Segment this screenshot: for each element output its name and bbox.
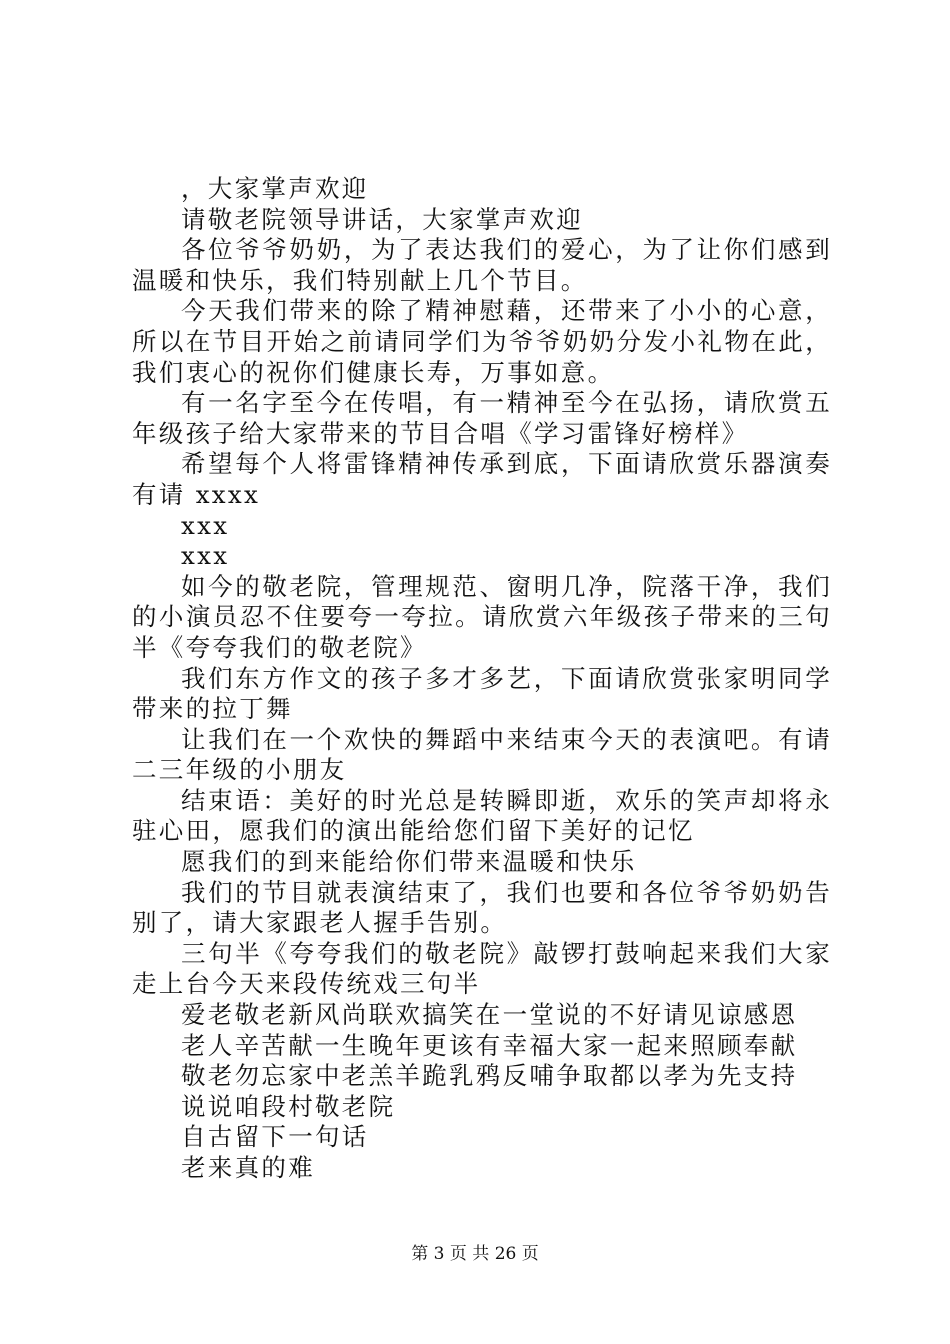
document-body bbox=[132, 174, 832, 1184]
page-number-footer: 第 3 页 共 26 页 bbox=[411, 1244, 539, 1264]
paragraph: 我们东方作文的孩子多才多艺，下面请欣赏张家明同学带来的拉丁舞 bbox=[132, 663, 832, 724]
paragraph: 我们的节目就表演结束了，我们也要和各位爷爷奶奶告别了，请大家跟老人握手告别。 bbox=[132, 877, 832, 938]
paragraph: xxx bbox=[181, 541, 230, 571]
paragraph: 老人辛苦献一生晚年更该有幸福大家一起来照顾奉献 bbox=[181, 1030, 798, 1060]
paragraph: xxx bbox=[181, 510, 230, 540]
paragraph: 爱老敬老新风尚联欢搞笑在一堂说的不好请见谅感恩 bbox=[181, 1000, 798, 1030]
paragraph: 各位爷爷奶奶，为了表达我们的爱心，为了让你们感到温暖和快乐，我们特别献上几个节目。 bbox=[132, 235, 832, 295]
paragraph: 老来真的难 bbox=[181, 1153, 315, 1182]
paragraph: 说说咱段村敬老院 bbox=[181, 1091, 396, 1121]
paragraph: 如今的敬老院，管理规范、窗明几净，院落干净，我们的小演员忍不住要夸一夸拉。请欣赏六年级孩子带来的三句半《夸夸我们的敬老院》 bbox=[132, 571, 832, 662]
paragraph: ，大家掌声欢迎 bbox=[181, 174, 369, 203]
paragraph: 请敬老院领导讲话，大家掌声欢迎 bbox=[181, 204, 583, 234]
paragraph: 敬老勿忘家中老羔羊跪乳鸦反哺争取都以孝为先支持 bbox=[181, 1061, 798, 1091]
paragraph: 愿我们的到来能给你们带来温暖和快乐 bbox=[181, 847, 637, 877]
paragraph: 三句半《夸夸我们的敬老院》敲锣打鼓响起来我们大家走上台今天来段传统戏三句半 bbox=[132, 938, 832, 999]
paragraph: 有一名字至今在传唱，有一精神至今在弘扬，请欣赏五年级孩子给大家带来的节目合唱《学习雷锋好榜样》 bbox=[132, 388, 832, 448]
paragraph: 今天我们带来的除了精神慰藉，还带来了小小的心意，所以在节目开始之前请同学们为爷爷奶奶分发小礼物在此，我们衷心的祝你们健康长寿，万事如意。 bbox=[132, 296, 832, 387]
paragraph: 结束语：美好的时光总是转瞬即逝，欢乐的笑声却将永驻心田，愿我们的演出能给您们留下美好的记忆 bbox=[132, 785, 832, 846]
paragraph: 自古留下一句话 bbox=[181, 1122, 369, 1152]
paragraph: 希望每个人将雷锋精神传承到底，下面请欣赏乐器演奏有请 xxxx bbox=[132, 449, 832, 509]
paragraph: 让我们在一个欢快的舞蹈中来结束今天的表演吧。有请二三年级的小朋友 bbox=[132, 724, 832, 785]
